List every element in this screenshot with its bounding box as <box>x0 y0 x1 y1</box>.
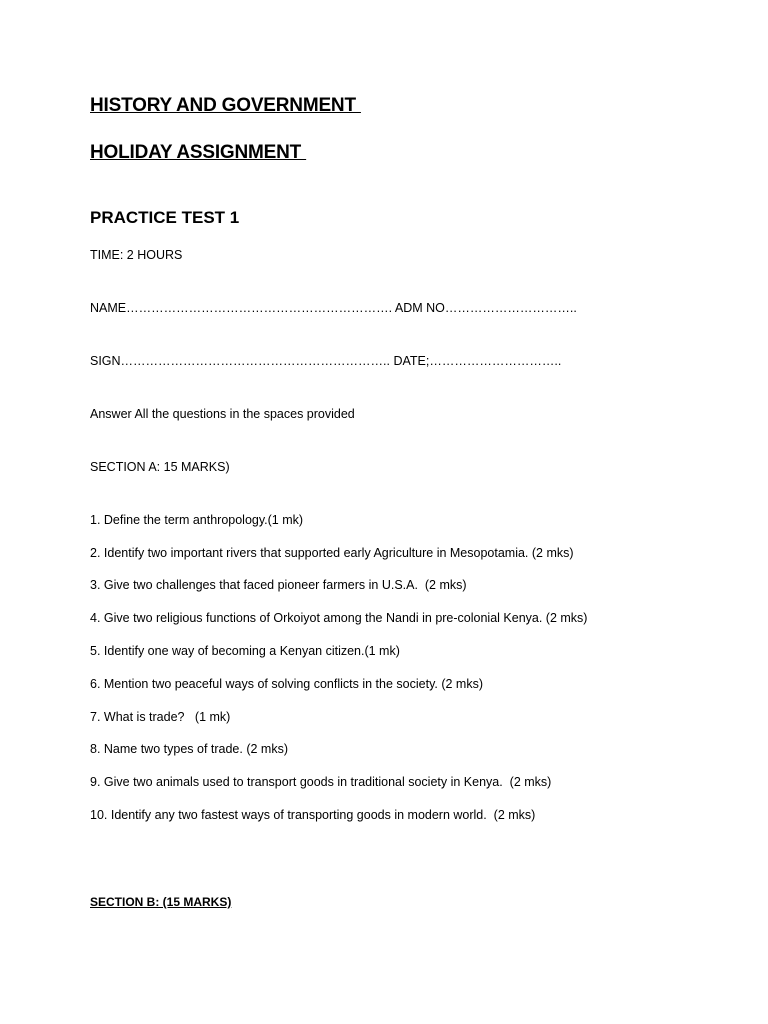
question-9: 9. Give two animals used to transport goods in traditional society in Kenya. (2 mks) <box>90 775 552 789</box>
question-10: 10. Identify any two fastest ways of transporting goods in modern world. (2 mks) <box>90 808 536 822</box>
instructions: Answer All the questions in the spaces provided <box>90 407 355 421</box>
question-4: 4. Give two religious functions of Orkoiyot among the Nandi in pre-colonial Kenya. (2 mks) <box>90 611 588 625</box>
document-title-assignment: HOLIDAY ASSIGNMENT <box>90 142 307 163</box>
name-adm-line: NAME………………………………………………………. ADM NO………………………….. <box>90 301 577 315</box>
question-8: 8. Name two types of trade. (2 mks) <box>90 742 288 756</box>
question-3: 3. Give two challenges that faced pioneer farmers in U.S.A. (2 mks) <box>90 578 467 592</box>
section-b-heading: SECTION B: (15 MARKS) <box>90 895 232 909</box>
time-allowed: TIME: 2 HOURS <box>90 248 183 262</box>
question-5: 5. Identify one way of becoming a Kenyan citizen.(1 mk) <box>90 644 400 658</box>
sign-date-line: SIGN……………………………………………………….. DATE;………………………….. <box>90 354 562 368</box>
test-title: PRACTICE TEST 1 <box>90 208 240 227</box>
question-6: 6. Mention two peaceful ways of solving conflicts in the society. (2 mks) <box>90 677 483 691</box>
question-1: 1. Define the term anthropology.(1 mk) <box>90 513 304 527</box>
question-2: 2. Identify two important rivers that supported early Agriculture in Mesopotamia. (2 mks) <box>90 546 574 560</box>
document-title-subject: HISTORY AND GOVERNMENT <box>90 95 361 116</box>
section-a-heading: SECTION A: 15 MARKS) <box>90 460 230 474</box>
question-7: 7. What is trade? (1 mk) <box>90 710 231 724</box>
